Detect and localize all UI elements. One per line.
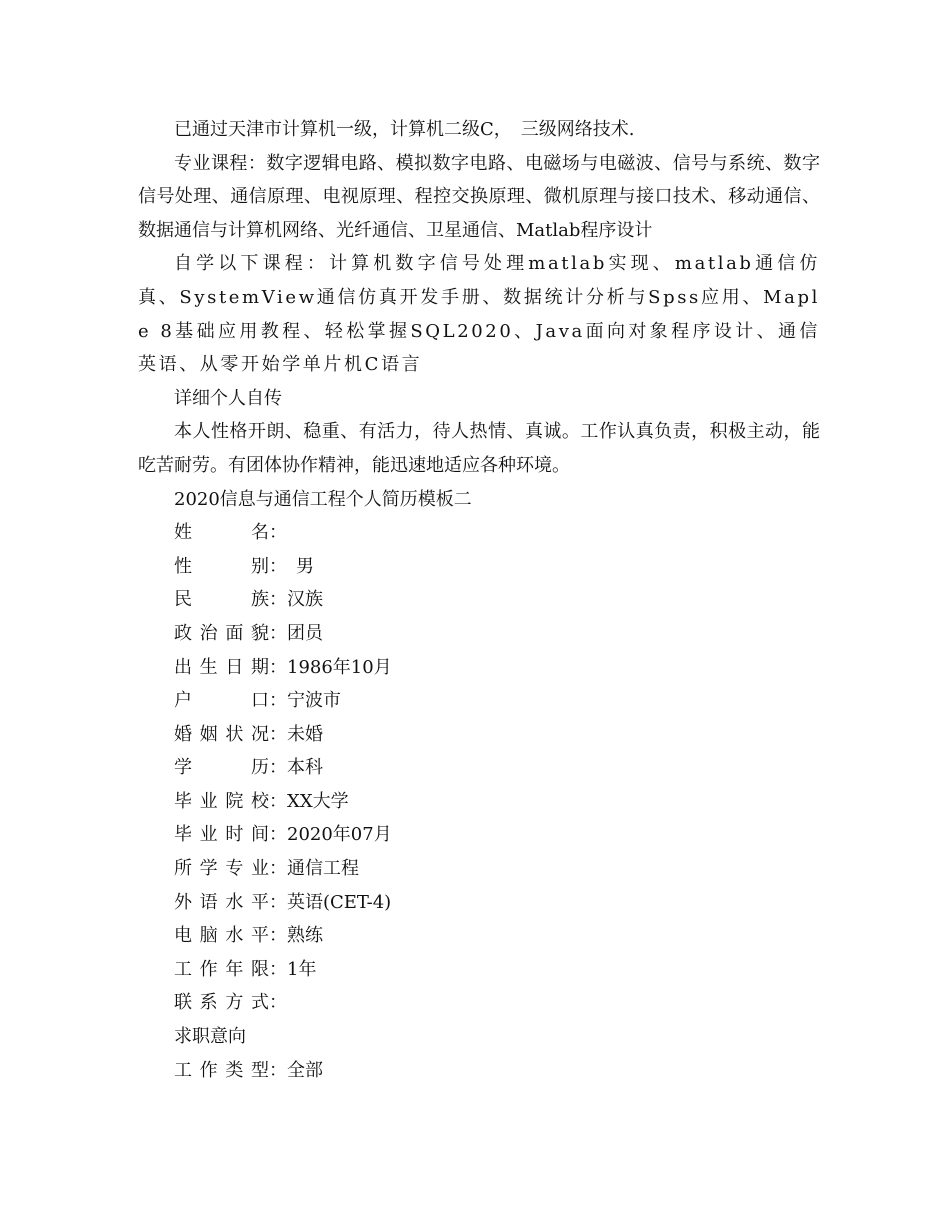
- colon: ：: [269, 958, 287, 980]
- self-intro-paragraph: 本人性格开朗、稳重、有活力，待人热情、真诚。工作认真负责，积极主动，能吃苦耐劳。有团体协作精神，能迅速地适应各种环境。: [138, 421, 820, 476]
- field-graduation-date: [138, 818, 820, 852]
- colon: ：: [269, 757, 287, 779]
- field-value: 2020年07月: [287, 824, 392, 846]
- field-label: 婚姻状况: [174, 723, 269, 745]
- field-label: 所学专业: [174, 858, 269, 880]
- field-value: 本科: [287, 757, 323, 779]
- colon: ：: [269, 858, 287, 880]
- field-label: 工作类型: [174, 1059, 269, 1081]
- colon: ：: [269, 1059, 287, 1081]
- field-label: 联系方式: [174, 992, 269, 1014]
- colon: ：: [269, 925, 287, 947]
- field-hukou: [138, 684, 820, 718]
- field-value: 英语(CET-4): [287, 891, 392, 913]
- field-value: 未婚: [287, 723, 323, 745]
- field-label: 户口: [174, 690, 269, 712]
- colon: ：: [269, 656, 287, 678]
- field-language-level: [138, 886, 820, 920]
- field-value: 全部: [287, 1059, 323, 1081]
- colon: ：: [269, 790, 287, 812]
- colon: ：: [269, 589, 287, 611]
- resume-content: [138, 113, 820, 1087]
- field-major: [138, 852, 820, 886]
- colon: ：: [269, 992, 287, 1014]
- field-label: 出生日期: [174, 656, 269, 678]
- courses-paragraph: 专业课程：数字逻辑电路、模拟数字电路、电磁场与电磁波、信号与系统、数字信号处理、通信原理、电视原理、程控交换原理、微机原理与接口技术、移动通信、数据通信与计算机网络、光纤通信、卫星通信、Matlab程序设计: [138, 152, 820, 241]
- certificates-paragraph: 已通过天津市计算机一级，计算机二级C， 三级网络技术.: [174, 119, 635, 140]
- field-gender: [138, 550, 820, 584]
- colon: ：: [269, 891, 287, 913]
- field-value: 男: [296, 555, 314, 577]
- field-birth-date: [138, 651, 820, 685]
- colon: ：: [269, 555, 287, 577]
- field-value: XX大学: [287, 790, 349, 812]
- field-label: 毕业院校: [174, 790, 269, 812]
- field-value: 通信工程: [287, 858, 359, 880]
- job-intention-heading: 求职意向: [174, 1026, 246, 1048]
- colon: ：: [269, 622, 287, 644]
- field-education: [138, 751, 820, 785]
- field-job-type: [138, 1054, 820, 1088]
- field-value: 汉族: [287, 589, 323, 611]
- field-contact: [138, 986, 820, 1020]
- field-label: 毕业时间: [174, 824, 269, 846]
- colon: ：: [269, 824, 287, 846]
- field-school: [138, 785, 820, 819]
- field-label: 民族: [174, 589, 269, 611]
- field-name: [138, 516, 820, 550]
- field-political-status: [138, 617, 820, 651]
- self-intro-heading: 详细个人自传: [174, 387, 282, 409]
- self-study-paragraph: 自学以下课程：计算机数字信号处理matlab实现、matlab通信仿真、SystemView通信仿真开发手册、数据统计分析与Spss应用、Maple 8基础应用教程、轻松掌握SQL2020、Java面向对象程序设计、通信英语、从零开始学单片机C语言: [138, 253, 820, 376]
- field-label: 电脑水平: [174, 925, 269, 947]
- field-computer-level: [138, 919, 820, 953]
- field-value: 宁波市: [287, 690, 341, 712]
- field-label: 外语水平: [174, 891, 269, 913]
- personal-info-list: [138, 516, 820, 1020]
- template-title: 2020信息与通信工程个人简历模板二: [174, 488, 472, 510]
- field-ethnicity: [138, 583, 820, 617]
- field-work-years: [138, 953, 820, 987]
- colon: ：: [269, 522, 287, 544]
- field-label: 性别: [174, 555, 269, 577]
- field-value: 熟练: [287, 925, 323, 947]
- field-value: 团员: [287, 622, 323, 644]
- field-label: 工作年限: [174, 958, 269, 980]
- field-label: 政治面貌: [174, 622, 269, 644]
- field-marital-status: [138, 718, 820, 752]
- colon: ：: [269, 690, 287, 712]
- colon: ：: [269, 723, 287, 745]
- field-label: 姓名: [174, 522, 269, 544]
- field-value: 1986年10月: [287, 656, 392, 678]
- field-value: 1年: [287, 958, 317, 980]
- field-label: 学历: [174, 757, 269, 779]
